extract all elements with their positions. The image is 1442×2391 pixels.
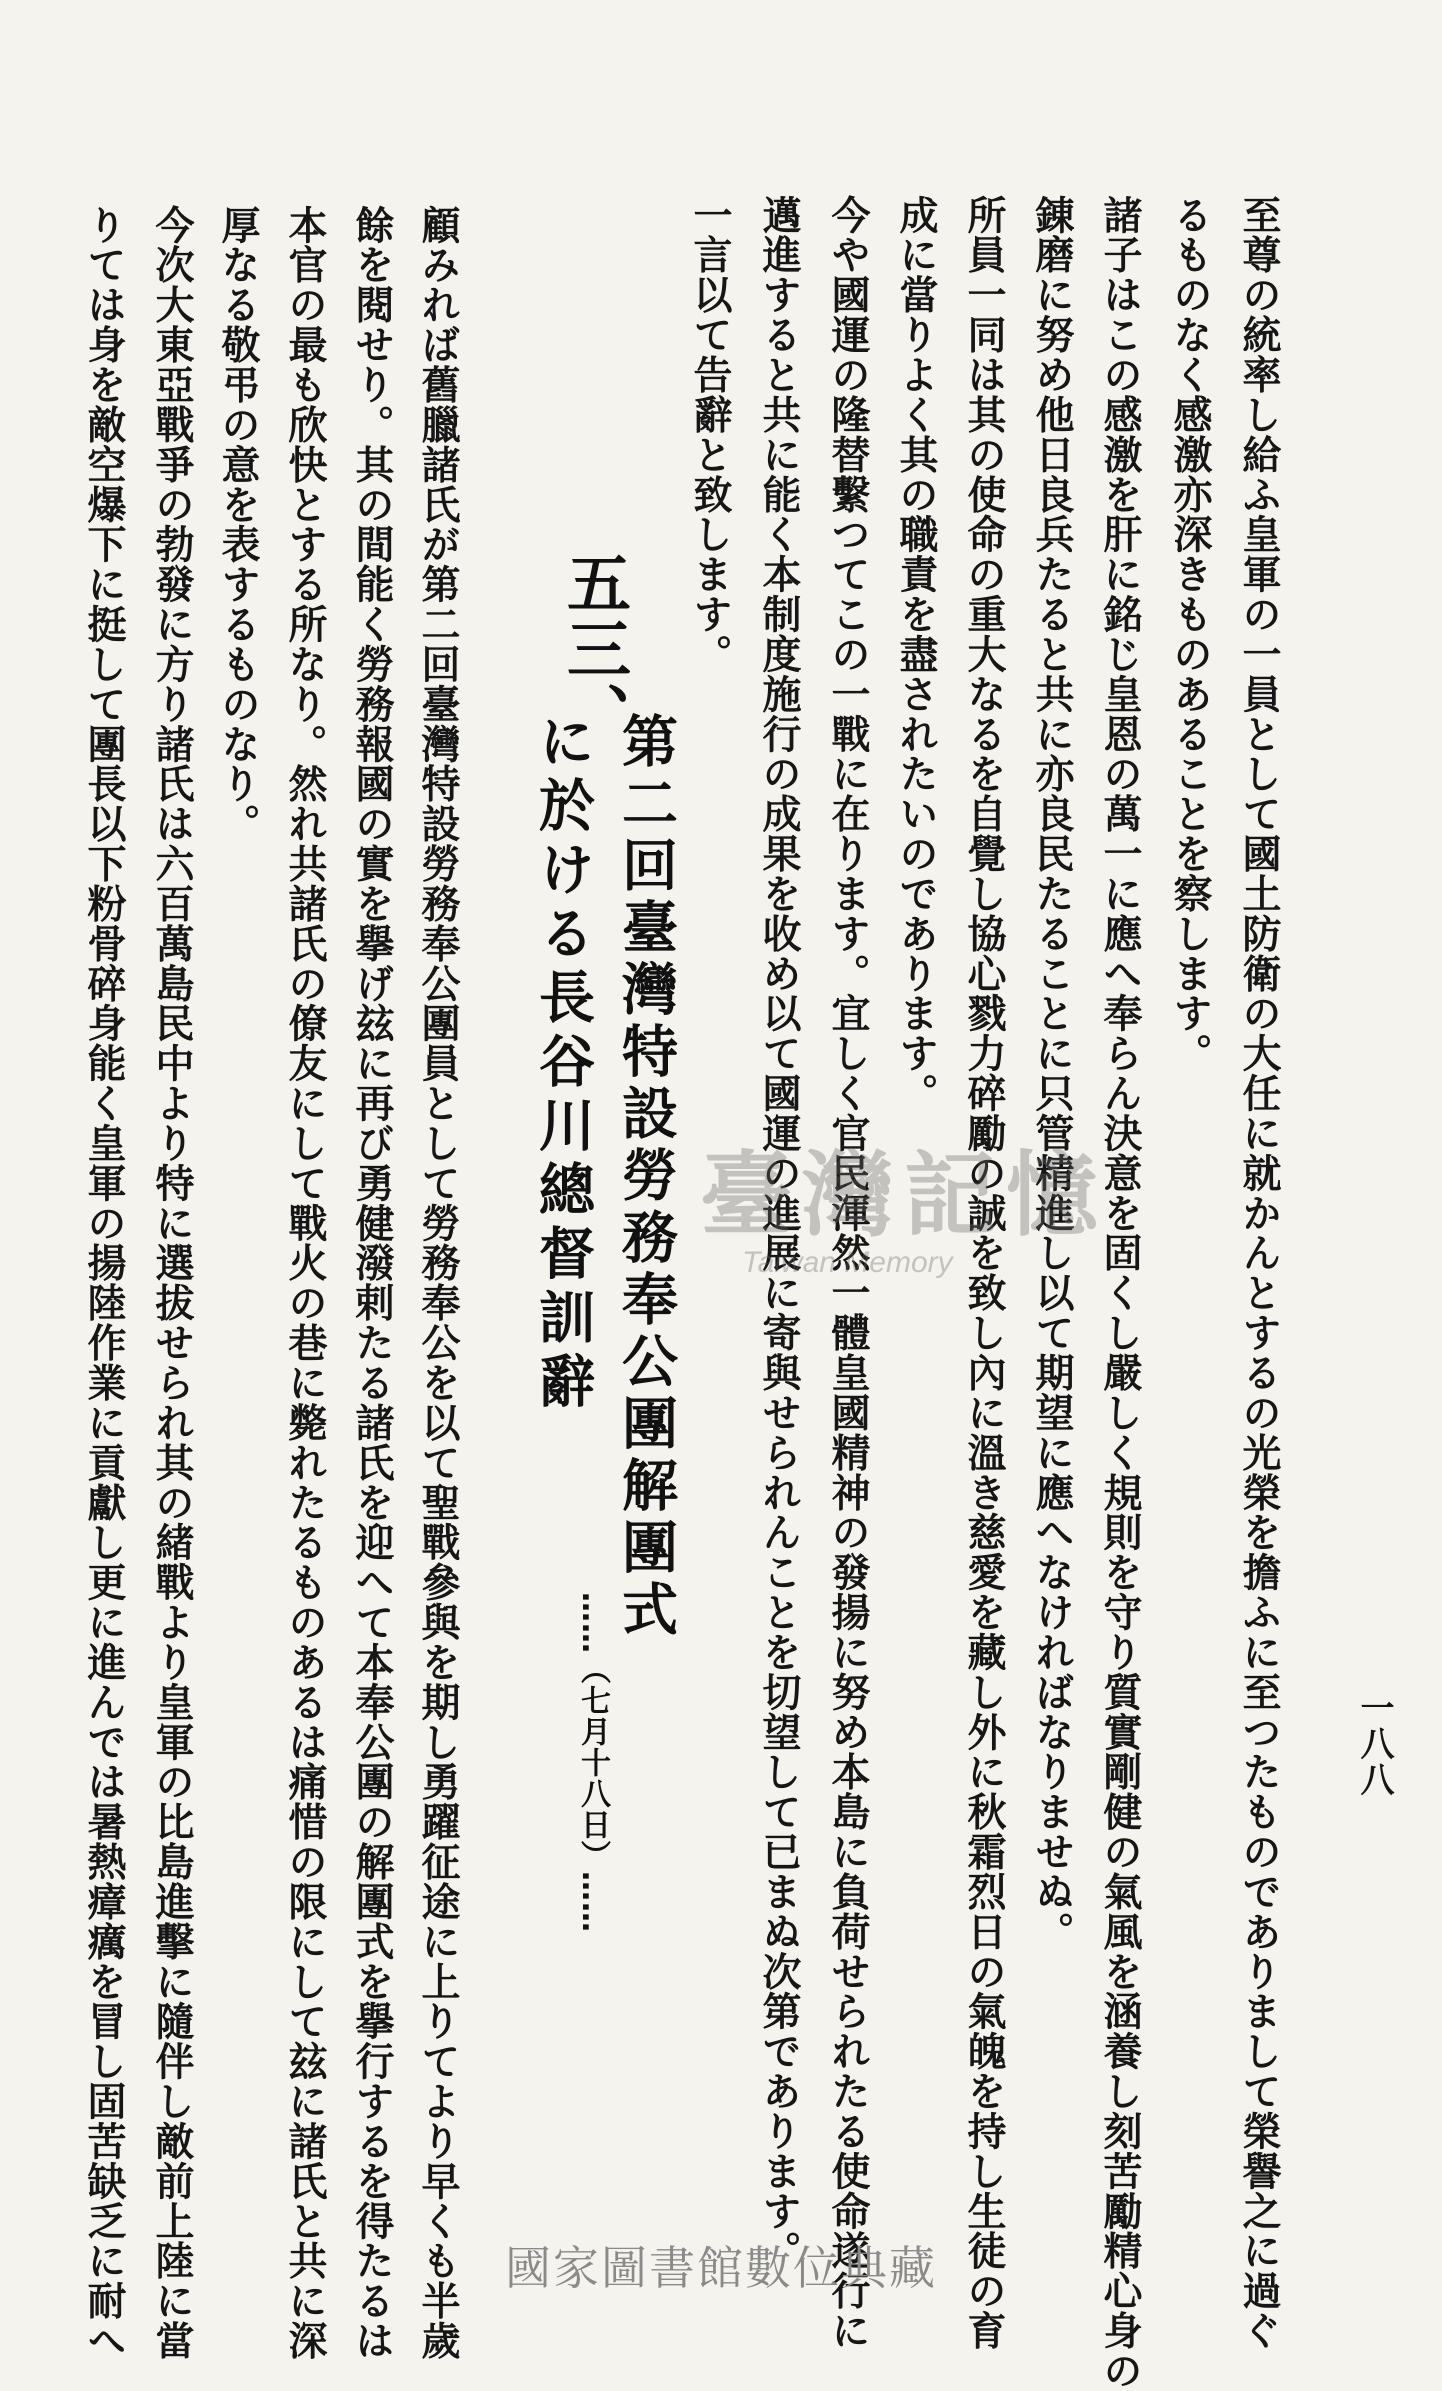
text-column: 今次大東亞戰爭の勃發に方り諸氏は六百萬島民中より特に選拔せられ其の緒戰より皇軍の比島進擊に隨伴し敵前上陸に當 xyxy=(149,205,195,2361)
text-column: 今や國運の隆替繫つてこの一戰に在ります。宜しく官民渾然一體皇國精神の發揚に努め本島に負荷せられたる使命遂行に xyxy=(825,195,871,2351)
text-column: 本官の最も欣快とする所なり。然れ共諸氏の僚友にして戰火の巷に斃れたるものあるは痛惜の限にして玆に諸氏と共に深 xyxy=(282,205,328,2361)
text-column: りては身を敵空爆下に挺して團長以下粉骨碎身能く皇軍の揚陸作業に貢獻し更に進んでは暑熱瘴癘を冒し固苦缺乏に耐へ xyxy=(81,205,127,2361)
text-column: 至尊の統率し給ふ皇軍の一員として國土防衛の大任に就かんとするの光榮を擔ふに至つたものでありまして榮譽之に過ぐ xyxy=(1236,195,1282,2351)
text-column: るものなく感激亦深きものあることを察します。 xyxy=(1167,195,1213,1074)
text-column: 成に當りよく其の職責を盡されたいのであります。 xyxy=(893,195,939,1114)
section-title-line1: 第二回臺灣特設勞務奉公團解團式 xyxy=(613,712,678,1642)
text-column: 餘を閱せり。其の間能く勞務報國の實を擧げ玆に再び勇健潑剌たる諸氏を迎へて本奉公團の解團式を擧行するを得たるは xyxy=(349,205,395,2361)
text-column: 顧みれば舊臘諸氏が第二回臺灣特設勞務奉公團員として勞務奉公を以て聖戰參與を期し勇躍征途に上りてより早くも半歲 xyxy=(415,205,461,2361)
text-column: 厚なる敬弔の意を表するものなり。 xyxy=(215,205,261,844)
section-date: ……（七月十八日）…… xyxy=(575,1592,610,1933)
page-number: 一八八 xyxy=(1354,1690,1394,1798)
text-column: 諸子はこの感激を肝に銘じ皇恩の萬一に應へ奉らん決意を固くし嚴しく規則を守り質實剛健の氣風を涵養し刻苦勵精心身の xyxy=(1097,195,1143,2391)
section-number: 五三、 xyxy=(556,550,630,748)
watermark xyxy=(700,1142,1109,1280)
archive-footer: 國家圖書館數位典藏 xyxy=(505,2241,937,2295)
text-column: 所員一同は其の使命の重大なるを自覺し協心戮力碎勵の誠を致し內に溫き慈愛を藏し外に秋霜烈日の氣魄を持し生徒の育 xyxy=(961,195,1007,2351)
watermark-logo-text: 臺灣記憶 xyxy=(700,1142,1109,1249)
section-title-line2: に於ける長谷川總督訓辭 xyxy=(530,712,595,1416)
watermark-english-text: Taiwan Memory xyxy=(742,1246,953,1279)
text-column: 一言以て告辭と致します。 xyxy=(687,195,733,675)
text-column: 邁進すると共に能く本制度施行の成果を收め以て國運の進展に寄與せられんことを切望して已まぬ次第であります。 xyxy=(756,195,802,2271)
text-column: 錬磨に努め他日良兵たると共に亦良民たることに只管精進し以て期望に應へなければなりませぬ。 xyxy=(1029,195,1075,1952)
